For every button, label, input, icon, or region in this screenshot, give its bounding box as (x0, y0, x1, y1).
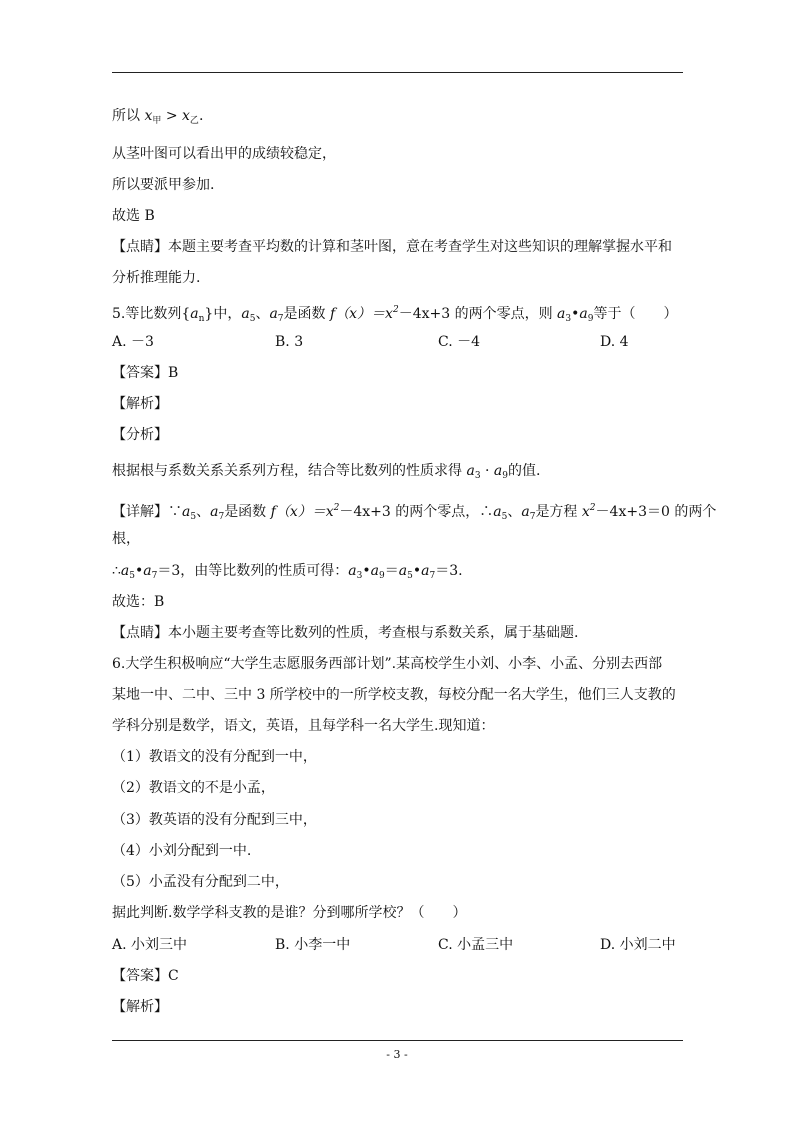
var: a (521, 504, 530, 520)
operator: > (161, 108, 183, 124)
math-fx (330, 306, 399, 322)
operator: • (362, 563, 371, 579)
math-a9 (579, 306, 593, 322)
subscript: 9 (379, 571, 385, 581)
subscript: 5 (249, 314, 256, 324)
q6-condition-4: （4）小刘分配到一中. (112, 843, 252, 859)
math-equation (582, 504, 596, 520)
math-a7 (210, 504, 224, 520)
q5-answer: 【答案】B (112, 365, 179, 381)
subscript: 5 (129, 571, 136, 581)
text-line-dianjing: 【点睛】本题主要考查平均数的计算和茎叶图，意在考查学生对这些知识的理解掌握水平和 (112, 239, 672, 255)
superscript: 2 (333, 503, 340, 513)
var: a (466, 463, 475, 479)
text: 5.等比数列{ (112, 306, 191, 322)
math-fx (271, 504, 340, 520)
q5-fenxi-heading: 【分析】 (112, 427, 168, 443)
text: 等于（ ） (593, 306, 678, 322)
math-a5 (182, 504, 196, 520)
subscript: 7 (529, 512, 536, 522)
text: 是函数 (283, 306, 330, 322)
text: －4x+3 的两个零点，∴ (339, 504, 494, 520)
punct: . (198, 108, 204, 124)
math-a5 (399, 563, 413, 579)
text: 、 (507, 504, 522, 520)
text: 根据根与系数关系关系列方程，结合等比数列的性质求得 (112, 463, 467, 479)
math-a7 (269, 306, 283, 322)
text: 所以 (112, 108, 140, 124)
q6-condition-5: （5）小孟没有分配到二中， (112, 874, 289, 890)
math-an (190, 306, 204, 322)
q5-option-a: A. －3 (112, 334, 154, 350)
q5-guxuan: 故选：B (112, 594, 165, 610)
subscript: 甲 (152, 116, 162, 126)
header-rule (112, 72, 683, 73)
text: 是函数 (224, 504, 271, 520)
math-x-jia (144, 108, 161, 124)
q6-stem-line2: 某地一中、二中、三中 3 所学校中的一所学校支教，每校分配一名大学生，他们三人支教的 (112, 687, 676, 703)
var: a (190, 306, 199, 322)
subscript: 7 (277, 314, 284, 324)
q5-xiangjie-line2 (112, 561, 683, 586)
q5-xiangjie-line1-cont: 根， (112, 531, 140, 547)
operator: • (571, 306, 580, 322)
superscript: 2 (392, 305, 399, 315)
q6-stem-line1: 6.大学生积极响应“大学生志愿服务西部计划”.某高校学生小刘、小李、小孟、分别去西部 (112, 656, 663, 672)
q6-condition-2: （2）教语文的不是小孟， (112, 780, 275, 796)
var: a (493, 504, 502, 520)
math-a3 (348, 563, 362, 579)
math-a7 (521, 504, 535, 520)
text: ＝3，由等比数列的性质可得： (157, 563, 349, 579)
subscript: 9 (502, 471, 508, 481)
var: a (579, 306, 588, 322)
q5-dianjing: 【点睛】本小题主要考查等比数列的性质，考查根与系数关系，属于基础题. (112, 625, 579, 641)
text: ＝ (384, 563, 399, 579)
q6-option-c: C. 小孟三中 (438, 937, 514, 953)
q5-option-d: D. 4 (600, 334, 629, 350)
var: x (581, 504, 590, 520)
math-x-yi (182, 108, 199, 124)
math-a5 (241, 306, 255, 322)
subscript: 5 (501, 512, 508, 522)
math-a7 (143, 563, 157, 579)
q6-option-d: D. 小刘二中 (600, 937, 676, 953)
subscript: n (198, 314, 205, 324)
text: －4x+3 的两个零点，则 (398, 306, 558, 322)
operator: • (135, 563, 144, 579)
subscript: 7 (151, 571, 158, 581)
expr: f（x）＝x (329, 306, 393, 322)
q5-option-c: C. －4 (438, 334, 481, 350)
subscript: 3 (356, 571, 363, 581)
math-a3 (466, 463, 480, 479)
math-a9 (371, 563, 385, 579)
q5-xiangjie-line1 (112, 498, 717, 527)
var: a (182, 504, 191, 520)
var: x (182, 108, 190, 124)
text-line: 分析推理能力. (112, 270, 201, 286)
var: a (370, 563, 380, 579)
text-line-conclusion (112, 106, 683, 131)
math-a3 (557, 306, 571, 322)
q6-stem-line3: 学科分别是数学，语文，英语，且每学科一名大学生.现知道： (112, 718, 495, 734)
text-line: 从茎叶图可以看出甲的成绩较稳定， (112, 146, 336, 162)
operator: • (412, 563, 422, 579)
subscript: 乙 (189, 116, 199, 126)
text-line: 故选 B (112, 208, 155, 224)
subscript: 7 (429, 571, 436, 581)
var: a (210, 504, 219, 520)
page-number: - 3 - (386, 1048, 408, 1061)
q6-option-a: A. 小刘三中 (112, 937, 188, 953)
subscript: 5 (407, 571, 413, 581)
text: ＝3. (435, 563, 463, 579)
var: a (557, 306, 566, 322)
text: 、 (196, 504, 211, 520)
q6-question: 据此判断.数学学科支教的是谁？分到哪所学校？（ ） (112, 905, 467, 921)
math-a7 (421, 563, 435, 579)
math-a5 (493, 504, 507, 520)
q6-answer: 【答案】C (112, 968, 179, 984)
var: a (241, 306, 250, 322)
q6-condition-1: （1）教语文的没有分配到一中， (112, 749, 317, 765)
var: a (398, 563, 408, 579)
var: a (348, 563, 357, 579)
subscript: 7 (218, 512, 225, 522)
var: a (493, 463, 503, 479)
text-line: 所以要派甲参加. (112, 177, 215, 193)
q6-option-b: B. 小李一中 (275, 937, 351, 953)
math-a5 (121, 563, 135, 579)
text: 的值. (508, 463, 541, 479)
q6-condition-3: （3）教英语的没有分配到三中， (112, 812, 317, 828)
text: ∴ (112, 563, 121, 579)
superscript: 2 (589, 503, 596, 513)
question-5-stem (112, 300, 683, 329)
expr: f（x）＝x (270, 504, 334, 520)
var: a (143, 563, 152, 579)
q6-jiexi-heading: 【解析】 (112, 999, 168, 1015)
subscript: 5 (190, 512, 197, 522)
math-a9 (494, 463, 508, 479)
text: 是方程 (535, 504, 582, 520)
q5-jiexi-heading: 【解析】 (112, 396, 168, 412)
var: a (120, 563, 130, 579)
subscript: 3 (565, 314, 572, 324)
text: 【详解】∵ (112, 504, 182, 520)
var: a (269, 306, 278, 322)
operator: · (480, 463, 494, 479)
text: }中， (204, 306, 242, 322)
q5-option-b: B. 3 (275, 334, 304, 350)
q5-fenxi-text (112, 461, 683, 486)
subscript: 3 (474, 471, 481, 481)
subscript: 9 (587, 314, 594, 324)
var: x (144, 108, 153, 124)
text: －4x+3＝0 的两个 (595, 504, 717, 520)
text: 、 (255, 306, 270, 322)
footer-rule (112, 1040, 683, 1041)
var: a (421, 563, 430, 579)
